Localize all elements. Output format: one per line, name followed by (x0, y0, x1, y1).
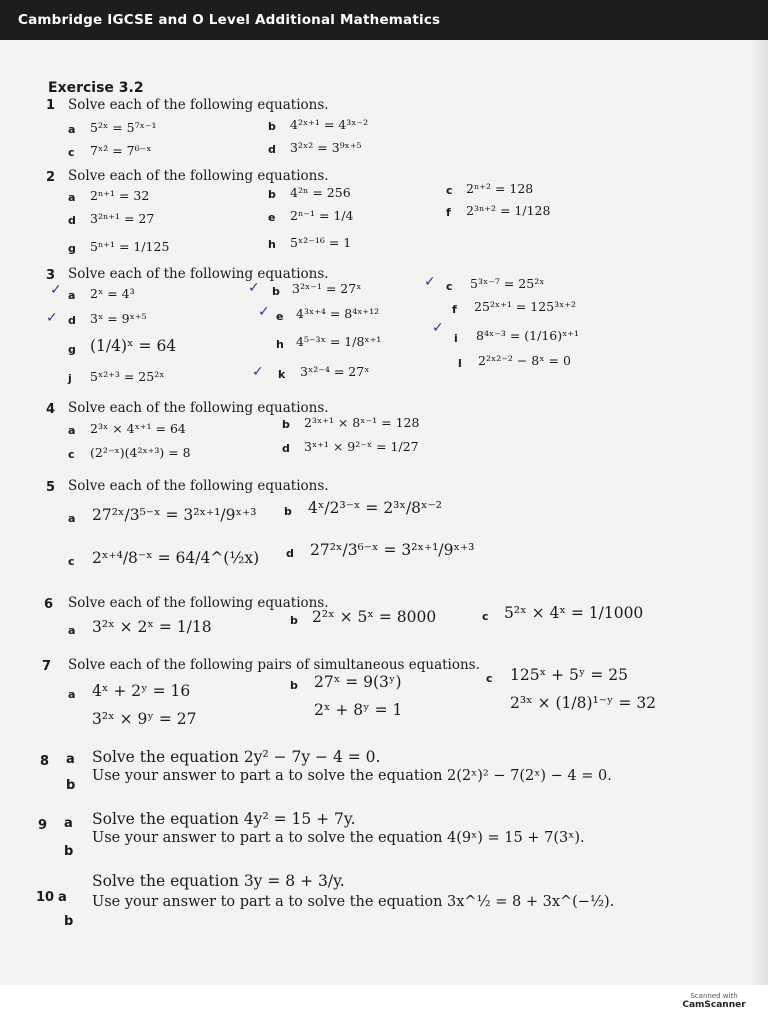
equation: 3ˣ²⁻⁴ = 27ˣ (300, 364, 370, 379)
question-number: 3 (46, 268, 56, 283)
part-label: b (268, 188, 276, 201)
equation: 5³ˣ⁻⁷ = 25²ˣ (470, 276, 545, 291)
equation: 5ˣ²⁺³ = 25²ˣ (90, 369, 165, 384)
equation: 27ˣ = 9(3ʸ) (314, 673, 402, 691)
question-stem: Solve each of the following equations. (68, 168, 329, 184)
watermark-caption: Scanned with (690, 992, 738, 1000)
part-label: i (454, 332, 458, 345)
part-label: d (68, 314, 76, 327)
part-label: f (452, 303, 457, 316)
equation: 2ⁿ⁺² = 128 (466, 181, 534, 196)
part-label: b (66, 778, 76, 793)
book-header (0, 0, 768, 40)
part-label: l (458, 357, 462, 370)
equation: 3²ˣ⁻¹ = 27ˣ (292, 281, 362, 296)
equation: (2²⁻ˣ)(4²ˣ⁺³) = 8 (90, 445, 191, 460)
part-label: b (282, 418, 290, 431)
part-label: a (58, 890, 67, 905)
equation: 2ˣ = 4³ (90, 286, 135, 301)
handwritten-tick-mark: ✓ (248, 280, 260, 296)
equation: (1/4)ˣ = 64 (90, 337, 177, 355)
question-stem: Solve each of the following equations. (68, 478, 329, 494)
exercise-title: Exercise 3.2 (48, 80, 144, 96)
question-stem: Solve each of the following equations. (68, 97, 329, 113)
question-number: 6 (44, 597, 54, 612)
handwritten-tick-mark: ✓ (252, 364, 264, 380)
handwritten-tick-mark: ✓ (432, 320, 444, 336)
question-part: Solve the equation 4y² = 15 + 7y. (92, 810, 356, 828)
question-part: Solve the equation 2y² − 7y − 4 = 0. (92, 748, 381, 766)
equation: 2³ˣ × (1/8)¹⁻ʸ = 32 (510, 694, 657, 712)
equation: 7ˣ² = 7⁶⁻ˣ (90, 143, 152, 158)
part-label: d (282, 442, 290, 455)
part-label: c (486, 672, 493, 685)
equation: 27²ˣ/3⁶⁻ˣ = 3²ˣ⁺¹/9ˣ⁺³ (310, 541, 475, 559)
equation: 4ˣ + 2ʸ = 16 (92, 682, 191, 700)
watermark-brand: CamScanner (682, 1000, 746, 1010)
question-stem: Solve each of the following equations. (68, 595, 329, 611)
equation: 2³ˣ⁺¹ × 8ˣ⁻¹ = 128 (304, 415, 420, 430)
equation: 4²ˣ⁺¹ = 4³ˣ⁻² (290, 117, 369, 132)
part-label: b (290, 679, 298, 692)
part-label: b (290, 614, 298, 627)
equation: 3²ˣ × 9ʸ = 27 (92, 710, 197, 728)
equation: 4²ⁿ = 256 (290, 185, 351, 200)
part-label: e (276, 310, 284, 323)
part-label: c (68, 146, 75, 159)
part-label: b (268, 120, 276, 133)
question-number: 2 (46, 170, 56, 185)
question-number: 7 (42, 659, 52, 674)
part-label: a (68, 688, 76, 701)
equation: 2²ˣ × 5ˣ = 8000 (312, 608, 437, 626)
equation: 3²ˣ × 2ˣ = 1/18 (92, 618, 212, 636)
part-label: b (272, 285, 280, 298)
equation: 8⁴ˣ⁻³ = (1/16)ˣ⁺¹ (476, 328, 580, 343)
part-label: b (284, 505, 292, 518)
equation: 27²ˣ/3⁵⁻ˣ = 3²ˣ⁺¹/9ˣ⁺³ (92, 506, 257, 524)
part-label: a (68, 624, 76, 637)
equation: 2³ˣ × 4ˣ⁺¹ = 64 (90, 421, 186, 436)
question-part: Use your answer to part a to solve the equation 3x^½ = 8 + 3x^(−½). (92, 894, 615, 910)
book-title: Cambridge IGCSE and O Level Additional Mathematics (18, 12, 441, 28)
handwritten-tick-mark: ✓ (424, 274, 436, 290)
part-label: e (268, 211, 276, 224)
part-label: d (268, 143, 276, 156)
part-label: a (64, 816, 73, 831)
part-label: c (446, 184, 453, 197)
equation: 3²ˣ² = 3⁹ˣ⁺⁵ (290, 140, 362, 155)
equation: 2³ⁿ⁺² = 1/128 (466, 203, 551, 218)
question-part: Use your answer to part a to solve the equation 2(2ˣ)² − 7(2ˣ) − 4 = 0. (92, 768, 612, 784)
part-label: b (64, 844, 74, 859)
camscanner-watermark (672, 992, 756, 1018)
question-number: 10 (36, 890, 55, 905)
part-label: a (66, 752, 75, 767)
part-label: h (268, 238, 276, 251)
equation: 25²ˣ⁺¹ = 125³ˣ⁺² (474, 299, 577, 314)
equation: 3²ⁿ⁺¹ = 27 (90, 211, 155, 226)
equation: 3ˣ⁺¹ × 9²⁻ˣ = 1/27 (304, 439, 419, 454)
part-label: d (286, 547, 294, 560)
part-label: c (446, 280, 453, 293)
handwritten-tick-mark: ✓ (46, 310, 58, 326)
part-label: c (482, 610, 489, 623)
question-stem: Solve each of the following pairs of simultaneous equations. (68, 657, 480, 673)
part-label: g (68, 242, 76, 255)
scan-margin (0, 985, 768, 1024)
question-number: 8 (40, 754, 50, 769)
question-number: 4 (46, 402, 56, 417)
part-label: b (64, 914, 74, 929)
part-label: a (68, 289, 76, 302)
equation: 4ˣ/2³⁻ˣ = 2³ˣ/8ˣ⁻² (308, 499, 443, 517)
part-label: h (276, 338, 284, 351)
part-label: c (68, 448, 75, 461)
question-number: 5 (46, 480, 56, 495)
part-label: a (68, 191, 76, 204)
question-stem: Solve each of the following equations. (68, 266, 329, 282)
equation: 2ⁿ⁺¹ = 32 (90, 188, 150, 203)
equation: 2²ˣ²⁻² − 8ˣ = 0 (478, 353, 571, 368)
question-part: Solve the equation 3y = 8 + 3/y. (92, 872, 345, 890)
equation: 4⁵⁻³ˣ = 1/8ˣ⁺¹ (296, 334, 382, 349)
equation: 2ˣ + 8ʸ = 1 (314, 701, 403, 719)
handwritten-tick-mark: ✓ (50, 282, 62, 298)
part-label: a (68, 512, 76, 525)
part-label: d (68, 214, 76, 227)
part-label: a (68, 424, 76, 437)
equation: 4³ˣ⁺⁴ = 8⁴ˣ⁺¹² (296, 306, 380, 321)
equation: 5²ˣ = 5⁷ˣ⁻¹ (90, 120, 157, 135)
equation: 125ˣ + 5ʸ = 25 (510, 666, 628, 684)
question-number: 1 (46, 98, 56, 113)
part-label: g (68, 343, 76, 356)
question-number: 9 (38, 818, 48, 833)
handwritten-tick-mark: ✓ (258, 304, 270, 320)
question-part: Use your answer to part a to solve the equation 4(9ˣ) = 15 + 7(3ˣ). (92, 830, 585, 846)
part-label: f (446, 206, 451, 219)
equation: 5ⁿ⁺¹ = 1/125 (90, 239, 170, 254)
page-shadow (750, 0, 768, 1024)
part-label: c (68, 555, 75, 568)
part-label: j (68, 372, 72, 385)
equation: 2ˣ⁺⁴/8⁻ˣ = 64/4^(½x) (92, 549, 260, 567)
question-stem: Solve each of the following equations. (68, 400, 329, 416)
part-label: a (68, 123, 76, 136)
part-label: k (278, 368, 286, 381)
equation: 5²ˣ × 4ˣ = 1/1000 (504, 604, 644, 622)
equation: 2ⁿ⁻¹ = 1/4 (290, 208, 354, 223)
equation: 5ˣ²⁻¹⁶ = 1 (290, 235, 352, 250)
equation: 3ˣ = 9ˣ⁺⁵ (90, 311, 147, 326)
